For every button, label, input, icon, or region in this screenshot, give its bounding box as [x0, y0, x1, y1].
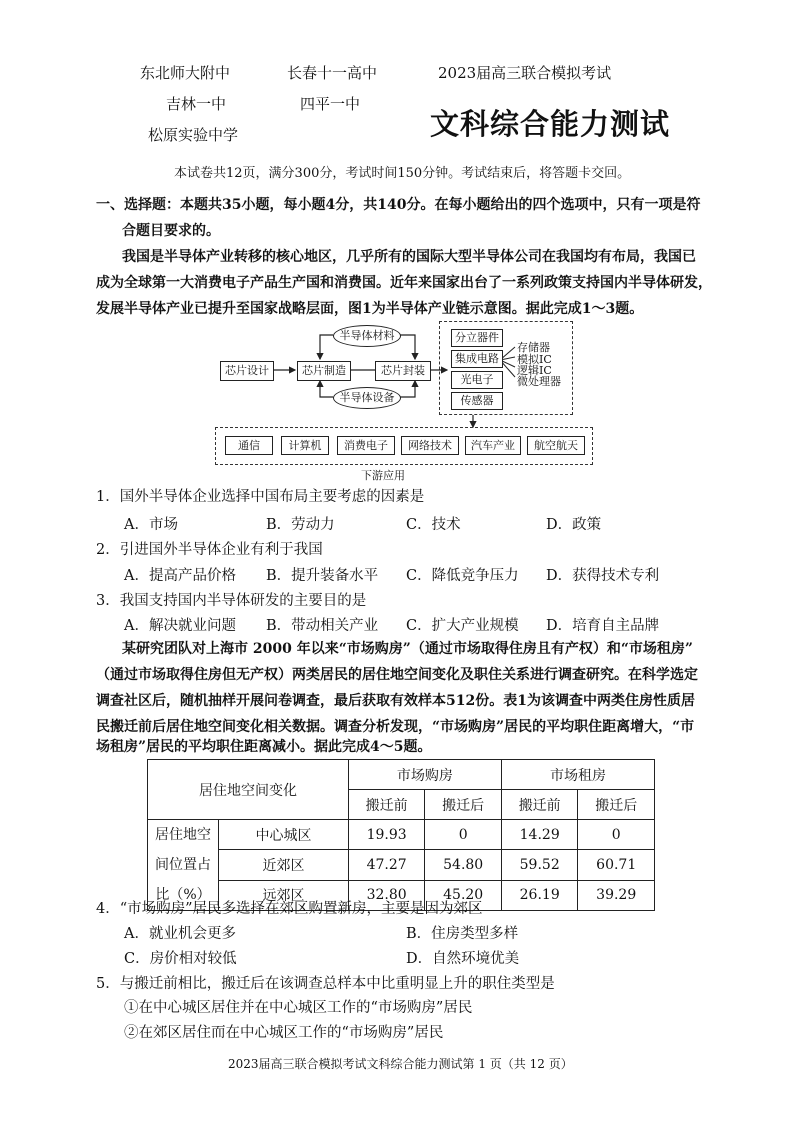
question-1-option-d: D．政策	[546, 517, 602, 533]
passage2-line3: 调查社区后，随机抽样开展问卷调查，最后获取有效样本512份。表1为该调查中两类住房性质居	[96, 693, 695, 709]
passage2-line4: 民搬迁前后居住地空间变化相关数据。调查分析发现，“市场购房”居民的平均职住距离增大，“市	[96, 719, 695, 735]
ic-type-logic: 逻辑IC	[517, 364, 552, 377]
question-1-stem: 1．国外半导体企业选择中国布局主要考虑的因素是	[96, 489, 425, 505]
question-5-item-2: ②在郊区居住而在中心城区工作的“市场购房”居民	[124, 1025, 444, 1041]
question-4-option-d: D．自然环境优美	[406, 951, 520, 967]
question-2-option-d: D．获得技术专利	[546, 568, 660, 584]
product-sensor: 传感器	[451, 392, 503, 410]
table-buy-before: 搬迁前	[348, 790, 425, 820]
chip-package-box: 芯片封装	[375, 361, 431, 381]
table-cell: 54.80	[425, 850, 502, 880]
product-integrated-circuit: 集成电路	[451, 350, 503, 368]
table-cell: 32.80	[348, 880, 425, 910]
question-2-option-a: A．提高产品价格	[124, 568, 236, 584]
question-4-option-c: C．房价相对较低	[124, 951, 237, 967]
table-area-label: 远郊区	[219, 880, 349, 910]
question-3-stem: 3．我国支持国内半导体研发的主要目的是	[96, 593, 367, 609]
table-group-rent: 市场租房	[501, 760, 654, 790]
table-cell: 39.29	[578, 880, 655, 910]
table-row	[148, 850, 655, 880]
table-buy-after: 搬迁后	[425, 790, 502, 820]
table-cell: 0	[425, 820, 502, 850]
question-2-stem: 2．引进国外半导体企业有利于我国	[96, 542, 323, 558]
downstream-computer: 计算机	[281, 436, 329, 455]
ic-type-memory: 存储器	[517, 341, 550, 354]
ic-type-analog: 模拟IC	[517, 353, 552, 366]
table-cell: 26.19	[501, 880, 578, 910]
row-header-line2: 间位置占	[155, 857, 211, 873]
passage2-line5: 场租房”居民的平均职住距离减小。据此完成4～5题。	[96, 739, 432, 755]
semiconductor-equipment-ellipse: 半导体设备	[333, 387, 401, 409]
downstream-consumer-electronics: 消费电子	[337, 436, 395, 455]
table-cell: 45.20	[425, 880, 502, 910]
school-name-4: 四平一中	[300, 95, 361, 113]
table-rent-before: 搬迁前	[501, 790, 578, 820]
residence-change-table	[147, 759, 655, 911]
passage1-line3: 发展半导体产业已提升至国家战略层面，图1为半导体产业链示意图。据此完成1～3题。	[96, 301, 644, 317]
question-4-stem: 4．“市场购房”居民多选择在郊区购置新房，主要是因为郊区	[96, 901, 483, 917]
question-4-option-a: A．就业机会更多	[124, 926, 236, 942]
question-3-option-d: D．培育自主品牌	[546, 618, 660, 634]
table-area-label: 中心城区	[219, 820, 349, 850]
school-name-3: 吉林一中	[166, 95, 227, 113]
question-4-option-b: B．住房类型多样	[406, 926, 519, 942]
table-cell: 47.27	[348, 850, 425, 880]
passage2-line2: （通过市场取得住房但无产权）两类居民的居住地空间变化及职住关系进行调查研究。在科学选定	[96, 667, 698, 683]
question-2-option-b: B．提升装备水平	[266, 568, 379, 584]
table-cell: 19.93	[348, 820, 425, 850]
table-area-label: 近郊区	[219, 850, 349, 880]
table-cell: 0	[578, 820, 655, 850]
product-optoelectronics: 光电子	[451, 371, 503, 389]
chip-manufacture-box: 芯片制造	[297, 361, 351, 381]
question-5-stem: 5．与搬迁前相比，搬迁后在该调查总样本中比重明显上升的职住类型是	[96, 976, 555, 992]
chip-design-box: 芯片设计	[220, 361, 274, 381]
table-cell: 59.52	[501, 850, 578, 880]
question-3-option-c: C．扩大产业规模	[406, 618, 519, 634]
exam-note: 本试卷共12页，满分300分，考试时间150分钟。考试结束后，将答题卡交回。	[174, 166, 631, 181]
downstream-network-tech: 网络技术	[401, 436, 459, 455]
question-1-option-b: B．劳动力	[266, 517, 335, 533]
industry-chain-diagram	[215, 317, 595, 492]
question-2-option-c: C．降低竞争压力	[406, 568, 519, 584]
table-row	[148, 820, 655, 850]
semiconductor-materials-ellipse: 半导体材料	[333, 325, 401, 347]
question-3-option-a: A．解决就业问题	[124, 618, 236, 634]
table-group-buy: 市场购房	[348, 760, 501, 790]
downstream-auto-industry: 汽车产业	[465, 436, 521, 455]
school-name-2: 长春十一高中	[287, 64, 378, 82]
test-title: 文科综合能力测试	[430, 107, 671, 141]
question-5-item-1: ①在中心城区居住并在中心城区工作的“市场购房”居民	[124, 1000, 473, 1016]
row-header-line3: 比（%）	[155, 887, 211, 903]
school-name-5: 松原实验中学	[148, 126, 239, 144]
downstream-communication: 通信	[225, 436, 273, 455]
ic-type-microprocessor: 微处理器	[517, 375, 561, 388]
table-cell: 60.71	[578, 850, 655, 880]
question-1-option-c: C．技术	[406, 517, 461, 533]
product-discrete-devices: 分立器件	[451, 329, 503, 347]
downstream-label: 下游应用	[361, 469, 405, 482]
exam-name: 2023届高三联合模拟考试	[438, 64, 612, 82]
school-name-1: 东北师大附中	[140, 64, 231, 82]
question-1-option-a: A．市场	[124, 517, 178, 533]
page-footer: 2023届高三联合模拟考试文科综合能力测试第 1 页（共 12 页）	[228, 1057, 573, 1071]
table-rent-after: 搬迁后	[578, 790, 655, 820]
passage1-line1: 我国是半导体产业转移的核心地区，几乎所有的国际大型半导体公司在我国均有布局，我国已	[122, 249, 696, 265]
passage1-line2: 成为全球第一大消费电子产品生产国和消费国。近年来国家出台了一系列政策支持国内半导体研发，	[96, 275, 712, 291]
passage2-line1: 某研究团队对上海市 2000 年以来“市场购房”（通过市场取得住房且有产权）和“市场租房”	[122, 641, 693, 657]
question-3-option-b: B．带动相关产业	[266, 618, 379, 634]
table-corner-header: 居住地空间变化	[148, 760, 349, 820]
section-heading-line2: 合题目要求的。	[122, 223, 220, 239]
downstream-aerospace: 航空航天	[527, 436, 585, 455]
row-header-line1: 居住地空	[155, 827, 211, 843]
section-heading-line1: 一、选择题：本题共35小题，每小题4分，共140分。在每小题给出的四个选项中，只有一项是符	[96, 197, 701, 213]
table-cell: 14.29	[501, 820, 578, 850]
